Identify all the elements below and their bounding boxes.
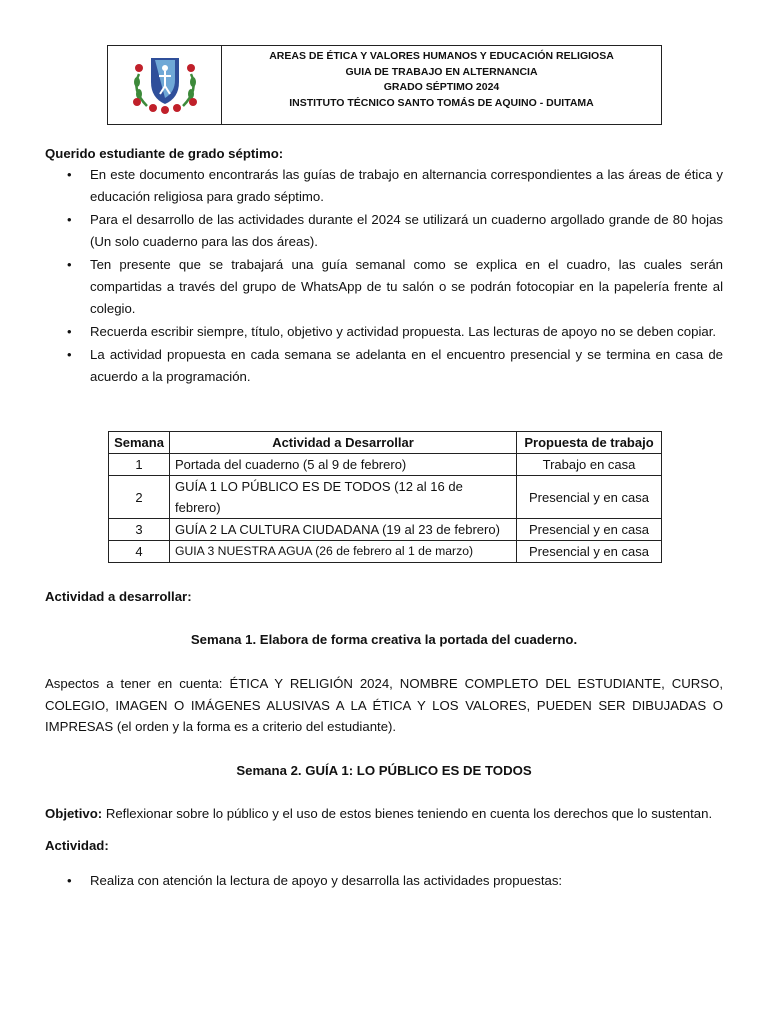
- list-item: • Ten presente que se trabajará una guía semanal como se explica en el cuadro, las cuales serán compartidas a través del grupo de WhatsApp de tu salón o se podrán fotocopiar en la papelería frente al colegio.: [45, 254, 723, 320]
- objective-paragraph: [45, 803, 735, 825]
- table-cell: Presencial y en casa: [517, 541, 662, 563]
- table-row: [109, 541, 662, 563]
- bullet-dot: •: [67, 873, 72, 888]
- week1-title: Semana 1. Elabora de forma creativa la portada del cuaderno.: [190, 632, 578, 647]
- table-cell: Presencial y en casa: [517, 519, 662, 541]
- table-row: [109, 476, 662, 519]
- bullet-dot: •: [67, 347, 72, 362]
- aspects-paragraph: Aspectos a tener en cuenta: ÉTICA Y RELIGIÓN 2024, NOMBRE COMPLETO DEL ESTUDIANTE, CURSO, COLEGIO, IMAGEN O IMÁGENES ALUSIVAS A LA ÉTICA Y LOS VALORES, PUEDEN SER DIBUJADAS O IMPRESAS (el orden y la forma es a criterio del estudiante).: [45, 676, 723, 734]
- table-cell: GUIA 3 NUESTRA AGUA (26 de febrero al 1 de marzo): [170, 541, 517, 563]
- header-line: AREAS DE ÉTICA Y VALORES HUMANOS Y EDUCACIÓN RELIGIOSA: [269, 50, 614, 62]
- table-cell: Portada del cuaderno (5 al 9 de febrero): [170, 454, 517, 476]
- list-item: • La actividad propuesta en cada semana se adelanta en el encuentro presencial y se termina en casa de acuerdo a la programación.: [45, 344, 723, 388]
- table-cell: Presencial y en casa: [517, 476, 662, 519]
- table-row: [109, 454, 662, 476]
- header-box: [107, 45, 662, 125]
- list-item: [45, 870, 723, 892]
- header-line: GUIA DE TRABAJO EN ALTERNANCIA: [345, 65, 538, 78]
- header-line: GRADO SÉPTIMO 2024: [383, 81, 500, 93]
- bullet-dot: •: [67, 324, 72, 339]
- activity-label: Actividad:: [45, 838, 109, 853]
- table-cell: 2: [109, 476, 170, 519]
- objective-label: Objetivo:: [45, 806, 103, 821]
- table-header-row: [109, 432, 662, 454]
- instructions-list: [45, 164, 723, 389]
- bullet-dot: •: [67, 212, 72, 227]
- header-line: INSTITUTO TÉCNICO SANTO TOMÁS DE AQUINO - DUITAMA: [289, 96, 594, 109]
- column-header: Propuesta de trabajo: [517, 432, 662, 454]
- header-title-cell: [222, 46, 661, 124]
- logo-cell: [108, 46, 222, 124]
- table-cell: GUÍA 1 LO PÚBLICO ES DE TODOS (12 al 16 de febrero): [170, 476, 517, 519]
- list-item: • Para el desarrollo de las actividades durante el 2024 se utilizará un cuaderno argollado grande de 80 hojas (Un solo cuaderno para las dos áreas).: [45, 209, 723, 253]
- table-cell: GUÍA 2 LA CULTURA CIUDADANA (19 al 23 de febrero): [170, 519, 517, 541]
- table-cell: 1: [109, 454, 170, 476]
- final-bullet-text: Realiza con atención la lectura de apoyo y desarrolla las actividades propuestas:: [90, 873, 563, 888]
- column-header: Actividad a Desarrollar: [170, 432, 517, 454]
- week2-title: Semana 2. GUÍA 1: LO PÚBLICO ES DE TODOS: [236, 763, 532, 778]
- objective-text: Reflexionar sobre lo público y el uso de estos bienes teniendo en cuenta los derechos que lo sustentan.: [102, 806, 713, 821]
- school-crest-icon: [117, 54, 213, 116]
- list-item: • En este documento encontrarás las guías de trabajo en alternancia correspondientes a las áreas de ética y educación religiosa para grado séptimo.: [45, 164, 723, 208]
- list-item: • Recuerda escribir siempre, título, objetivo y actividad propuesta. Las lecturas de apoyo no se deben copiar.: [45, 321, 723, 343]
- table-row: [109, 519, 662, 541]
- table-cell: 3: [109, 519, 170, 541]
- column-header: Semana: [109, 432, 170, 454]
- table-cell: Trabajo en casa: [517, 454, 662, 476]
- schedule-table: [108, 431, 662, 563]
- bullet-dot: •: [67, 257, 72, 272]
- activity-heading: Actividad a desarrollar:: [45, 589, 192, 604]
- bullet-dot: •: [67, 167, 72, 182]
- greeting: Querido estudiante de grado séptimo:: [45, 146, 284, 161]
- table-cell: 4: [109, 541, 170, 563]
